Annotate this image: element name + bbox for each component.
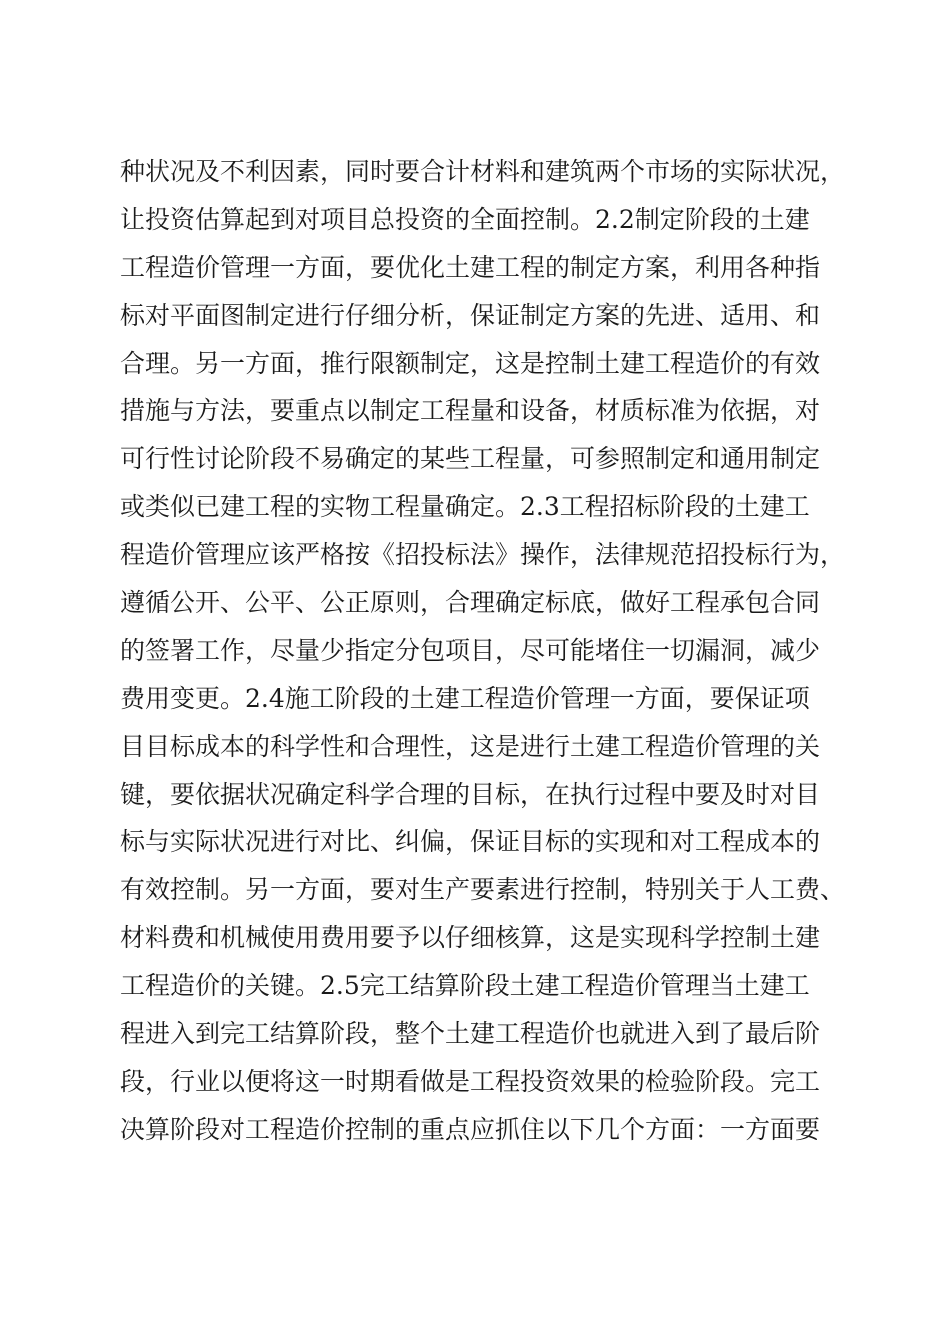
text-line: 标对平面图制定进行仔细分析，保证制定方案的先进、适用、和 [120, 300, 821, 330]
text-line: 工程造价的关键。2.5完工结算阶段土建工程造价管理当土建工 [120, 971, 810, 1001]
text-line: 的签署工作，尽量少指定分包项目，尽可能堵住一切漏洞，减少 [120, 635, 821, 665]
body-text [120, 148, 850, 1154]
text-line: 可行性讨论阶段不易确定的某些工程量，可参照制定和通用制定 [120, 444, 821, 474]
text-line: 或类似已建工程的实物工程量确定。2.3工程招标阶段的土建工 [120, 492, 810, 522]
text-line: 程进入到完工结算阶段，整个土建工程造价也就进入到了最后阶 [120, 1019, 821, 1049]
text-line: 让投资估算起到对项目总投资的全面控制。2.2制定阶段的土建 [120, 204, 810, 234]
text-line: 决算阶段对工程造价控制的重点应抓住以下几个方面：一方面要 [120, 1114, 821, 1144]
text-line: 段，行业以便将这一时期看做是工程投资效果的检验阶段。完工 [120, 1066, 821, 1096]
text-line: 有效控制。另一方面，要对生产要素进行控制，特别关于人工费、 [120, 875, 846, 905]
text-line: 程造价管理应该严格按《招投标法》操作，法律规范招投标行为， [120, 540, 846, 570]
text-line: 目目标成本的科学性和合理性，这是进行土建工程造价管理的关 [120, 731, 821, 761]
text-line: 措施与方法，要重点以制定工程量和设备，材质标准为依据，对 [120, 396, 821, 426]
text-line: 工程造价管理一方面，要优化土建工程的制定方案，利用各种指 [120, 252, 821, 282]
text-line: 合理。另一方面，推行限额制定，这是控制土建工程造价的有效 [120, 348, 821, 378]
text-line: 标与实际状况进行对比、纠偏，保证目标的实现和对工程成本的 [120, 827, 821, 857]
text-line: 遵循公开、公平、公正原则，合理确定标底，做好工程承包合同 [120, 588, 821, 618]
text-line: 费用变更。2.4施工阶段的土建工程造价管理一方面，要保证项 [120, 683, 810, 713]
text-line: 材料费和机械使用费用要予以仔细核算，这是实现科学控制土建 [120, 923, 821, 953]
text-line: 键，要依据状况确定科学合理的目标，在执行过程中要及时对目 [120, 779, 821, 809]
text-line: 种状况及不利因素，同时要合计材料和建筑两个市场的实际状况， [120, 157, 846, 186]
